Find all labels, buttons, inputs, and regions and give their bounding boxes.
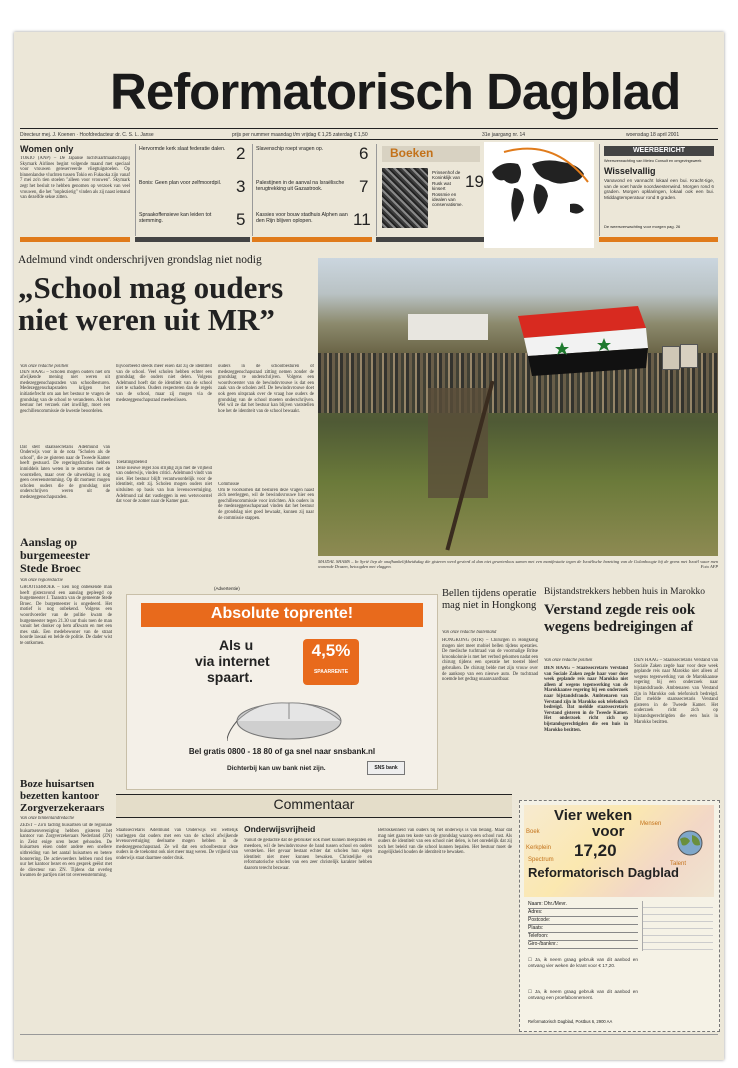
sns-advertisement[interactable] — [126, 594, 438, 790]
photo-building — [408, 314, 488, 340]
masthead-meta-left: Directeur mej. J. Koenen · Hoofdredacteur dr. C. S. L. Janse — [20, 132, 154, 138]
article-hongkong-title[interactable]: Bellen tijdens operatie mag niet in Hongkong — [442, 588, 537, 611]
main-article-lead: DEN HAAG – Scholen mogen ouders niet om afwijkende mening niet weren uit medezeggenschapsraden van schoolbesturen. Medezeggenschapsraden krijgen het initiatiefrecht om aan het bestuur te vragen de grondslag van de school te veranderen. Als het bestuur het verzoek niet inwilligt, moet een geschillencommissie de kwestie beoordelen. — [20, 369, 110, 414]
article-huisartsen-text: ZEIST – Zo'n tachtig huisartsen uit de regionale huisartsenvereniging hebben gisteren het kantoor van Zorgverzekeraars Nederland (ZN) in Zeist enige uren bezet gehouden. De huisartsen eisen onder andere een snellere uitbreiding van het aantal huisartsen en betere honorering. De actievoerders hebben rond tien uur het kantoor bezet en een gesprek geëist met de directeur van ZN. Tijdens dat overleg kwamen de partijen niet tot overeenstemming. — [20, 823, 112, 879]
boeken-page: 19 — [465, 172, 484, 191]
main-article-headline[interactable]: „School mag ouders niet weren uit MR” — [18, 270, 284, 337]
ad-headline: Absolute toprente! — [210, 605, 354, 622]
photo-credit: Foto AFP — [700, 564, 718, 570]
article-morocco-headline[interactable]: Verstand zegde reis ook wegens bedreigingen af — [544, 602, 696, 635]
teaser-bar — [20, 237, 130, 242]
coupon-option-1[interactable] — [528, 957, 638, 985]
coupon-field-address[interactable]: Adres: — [528, 909, 638, 917]
main-photo[interactable] — [318, 258, 718, 556]
masthead-rule-bottom — [20, 139, 718, 140]
article-huisartsen-byline: Van onze binnenlandredactie — [20, 816, 75, 821]
teaser-page-2: 3 — [236, 177, 246, 196]
coupon-address-block — [642, 901, 713, 951]
checkbox-icon[interactable]: ☐ — [528, 989, 535, 994]
coupon-option-2[interactable] — [528, 989, 638, 1017]
coupon-promo-2: voor — [592, 823, 625, 840]
teaser-bar — [599, 237, 718, 242]
coupon-brand: Reformatorisch Dagblad — [528, 865, 679, 880]
teaser-column-2 — [252, 144, 373, 236]
weather-more[interactable]: De weersverwachting voor morgen pag. 26 — [604, 224, 681, 229]
globe-icon — [672, 829, 708, 857]
syrian-flag-icon — [518, 306, 648, 376]
weather-label: WEERBERICHT — [604, 146, 714, 156]
computer-mouse-icon — [227, 693, 347, 743]
coupon-field-phone[interactable]: Telefoon: — [528, 933, 638, 941]
coupon-word-2: Kerkplein — [526, 845, 552, 851]
subscription-coupon[interactable] — [519, 800, 720, 1032]
ad-rate-label: SPAARRENTE — [313, 669, 349, 675]
article-morocco-text-continued — [634, 658, 718, 788]
boeken-teaser[interactable] — [376, 144, 485, 236]
checkbox-icon[interactable]: ☐ — [528, 957, 535, 962]
commentaar-col-1: Staatssecretaris Adelmund van Onderwijs wil wettelijk vastleggen dat ouders met een van de school afwijkende levensovertuiging deelname mogen hebben in de medezeggenschapsraad. Ze wil dat een schoolbestuur deze ouders in de toekomst ook niet meer mag weren. De vrijheid van onderwijs staat daarmee onder druk. — [116, 828, 238, 861]
coupon-promo-1: Vier weken — [554, 807, 633, 824]
coupon-footer: Reformatorisch Dagblad, Postbus 6, 2900 AA — [528, 1019, 613, 1024]
commentaar-section: Commentaar — [273, 796, 355, 812]
ad-rate: 4,5% — [311, 641, 351, 660]
teaser-item-6[interactable]: Kassies voor bouw stadhuis Alphen aan den Rijn blijven oplopen. — [256, 212, 348, 224]
boeken-photo — [382, 168, 428, 228]
teaser-page-5: 7 — [359, 177, 369, 196]
teaser-item-3[interactable]: Spraakoffensieve kan leiden tot stemming. — [139, 212, 212, 224]
teaser-item-2[interactable]: Bonis: Geen plan voor zelfmoordpil. — [139, 180, 222, 186]
sns-logo: SNS bank — [367, 761, 405, 775]
masthead-issue: 31e jaargang nr. 14 — [482, 132, 526, 138]
main-article-text-2b: Deze nieuwe regel zou strijdig zijn met de vrijheid van onderwijs, vinden critici. Adelmund vindt van niet. Het bestuur blijft verantwoordelijk voor de identiteit, stelt zij. Scholen mogen ouders niet uitsluiten op basis van hun levensovertuiging. Adelmund zal dat vastleggen in een wetsvoorstel dat voor de zomer naar de Kamer gaat. — [116, 465, 212, 505]
article-morocco-text: DEN HAAG – Staatssecretaris Verstand van Sociale Zaken zegde haar voor deze week geplande reis naar Marokko niet alleen af wegens tegenwerking van de Marokkaanse regering bij een onderzoek naar bijstandsfraude. Ambtenaren van Verstand zijn in Marokko ook telefonisch bedreigd. Dat meldde staatssecretaris Verstand gisteren in de Tweede Kamer. Het onderzoek richt zich op bijstandsgerechtigden die een huis in Marokko bezitten. — [544, 666, 628, 733]
masthead-date: woensdag 18 april 2001 — [626, 132, 680, 138]
coupon-field-city[interactable]: Plaats: — [528, 925, 638, 933]
teaser-page-6: 11 — [353, 210, 371, 229]
article-hongkong-text: HONGKONG (RTR) – Chirurgen in Hongkong mogen niet meer mobiel bellen tijdens operaties. De medische tuchtraad van de voormalige Britse kroonkolonie is met het verbod gekomen nadat een chirurg tijdens een operatie het toestel bleef gebruiken. De chirurg belde met zijn vrouw over de aankoop van een nieuwe auto. De tuchtraad noemde het gedrag onaanvaardbaar. — [442, 638, 538, 683]
article-aanslag-text: GROOTEBROEK – Een nog onbekende man heeft gisteravond een aanslag gepleegd op burgemeester J. Taanstra van de gemeente Stede Broec. De burgemeester is ongedeerd. Het motief is nog onbekend. Volgens een woordvoerder van de politie kwam de burgemeester tegen 21.30 uur thuis toen de man vanuit het donker op hem afkwam en met een mes stak. Een medebewoner van de straat hoorde lawaai en belde de politie. De dader wist te ontkomen. — [20, 585, 112, 646]
coupon-field-name[interactable]: Naam: Dhr./Mevr. — [528, 901, 638, 909]
article-hongkong-byline: Van onze redactie buitenland — [442, 630, 497, 635]
women-only-title: Women only — [20, 144, 74, 154]
coupon-option-2-text: Ja, ik neem graag gebruik van dit aanbod en ontvang een proefabonnement. — [528, 989, 638, 1000]
coupon-word-3: Spectrum — [528, 857, 554, 863]
teaser-bar — [376, 237, 484, 242]
commentaar-title[interactable]: Onderwijsvrijheid — [244, 824, 316, 834]
photo-portrait-sign — [662, 346, 680, 370]
photo-caption — [318, 559, 718, 575]
coupon-option-1-text: Ja, ik neem graag gebruik van dit aanbod en ontvang vier weken de krant voor € 17,20. — [528, 957, 638, 968]
teaser-bar — [252, 237, 372, 242]
masthead-rule — [20, 128, 718, 129]
coupon-word-1: Boek — [526, 829, 540, 835]
coupon-field-bank[interactable]: Giro-/banknr.: — [528, 941, 638, 949]
photo-caption-text: MAJDAL SHAMS – In Syrië liep de onafhankelijkheidsdag die gisteren werd gevierd al dan niet gewetenloos samen met een manifestatie tegen de Israëlische bezetting van de Golanhoogte bij de grens met Israël waar men wonende Druzen, betoogden met vlaggen. — [318, 559, 718, 570]
masthead-price: prijs per nummer maandag t/m vrijdag € 1,25 zaterdag € 1,50 — [232, 132, 368, 138]
coupon-word-4: Mensen — [640, 821, 662, 827]
teaser-page-1: 2 — [236, 144, 246, 163]
coupon-field-postcode[interactable]: Postcode: — [528, 917, 638, 925]
article-aanslag-byline: Van onze regioredactie — [20, 578, 63, 583]
coupon-word-5: Talent — [670, 861, 687, 867]
weather-text: Vanavond en vannacht lokaal een bui. Kracht-tige, van de voet harde noordwestenwind. Morgen rond 6 graden. Morgen opklaringen, lokaal ook een bui. Middagtemperatuur rond 8 graden. — [604, 178, 714, 200]
teaser-item-5[interactable]: Palestijnen in de aanval na Israëlische terugtrekking uit Gazastrook. — [256, 180, 345, 192]
teaser-page-4: 6 — [359, 144, 369, 163]
weather-title: Wisselvallig — [604, 166, 656, 176]
main-article-col-2 — [116, 364, 212, 596]
main-article-col-1 — [20, 364, 110, 534]
ad-tagline: Dichterbij kan uw bank niet zijn. — [227, 765, 326, 772]
weather-sub: Weersverwachting van Meteo Consult en omgevingsweek — [604, 159, 702, 163]
masthead-title: Reformatorisch Dagblad — [110, 63, 681, 120]
women-only-text: TOKIO (ANP) – De Japanse luchtvaartmaatschappij Skymark Airlines begint volgende maand met speciaal voor vrouwen gereserveerde vliegtuigstoelen. Op binnenlandse vluchten tussen Tokio en Fukuoka zijn vanaf 7 mei zo'n tien stoelen "alleen voor vrouwen". Skymark zegt het besluit te hebben genomen op verzoek van veel vrouwen, die het "onplezierig" vinden als zij naast iemand van dezelfde sekse zitten. — [20, 156, 130, 201]
teaser-bar — [135, 237, 250, 242]
weather-map — [484, 142, 594, 248]
coupon-price: 17,20 — [574, 841, 617, 860]
main-article-col-3 — [218, 364, 314, 596]
main-article-byline: Van onze redactie politiek — [20, 364, 69, 369]
main-article-subhead-2: Commissie — [218, 482, 240, 487]
weather-teaser[interactable] — [599, 144, 719, 236]
boeken-title: Boeken — [382, 146, 480, 162]
commentaar-col-2: Vanuit de gedachte dat de gebruiker ook moet kunnen meepraten en meedoen, wil de bewindsvrouwe de band tussen school en ouders versterken. Het gevaar bestaat echter dat scholen hun eigen identiteit niet meer kunnen bewaken. Christelijke en reformatorische scholen van een zeer christelijk karakter hebben daarom terecht bezwaar. — [244, 838, 372, 871]
article-morocco-byline: Van onze redactie politiek — [544, 658, 593, 663]
article-huisartsen-title[interactable]: Boze huisartsen bezetten kantoor Zorgverzekeraars — [20, 778, 105, 814]
teaser-item-1[interactable]: Hervormde kerk slaat federatie dalen. — [139, 146, 226, 152]
main-article-text-1: Dat stelt staatssecretaris Adelmund van Onderwijs voor in de nota "Scholen als de school", die ze gisteren naar de Tweede Kamer heeft gestuurd. De regeringsfracties hebben inmiddels laten weten in te stemmen met de voorstellen, maar over de uitwerking is nog geen overeenstemming. Op dit moment mogen scholen ouders die de grondslag niet onderschrijven weren uit de medezeggenschapsraden. — [20, 444, 110, 500]
coupon-form — [528, 901, 638, 949]
main-article-text-3b: Om te voorkomen dat besturen deze vragen naast zich neerleggen, wil de bewindsvrouwe hier een geschillencommissie voor inrichten. Als ouders in de medezeggenschapsraad vinden dat het bestuur de grondslag niet goed bewaakt, kunnen zij naar de commissie stappen. — [218, 487, 314, 521]
ad-sub-2: via internet — [195, 653, 270, 669]
main-article-text-2: bijvoorbeeld steeds meer eisen dat zij de identiteit van de school. Veel scholen hebben echter een grondslag die ouders niet delen. Volgens Adelmund hoeft dat de identiteit van de school niet te schaden. Ouders respecteren dan de regels van de school, maar zij mogen via de medezeggenschapsraad meebeslissen. — [116, 364, 212, 403]
commentaar-col-3: Betrokkenheid van ouders bij het onderwijs is van belang. Maar dat mag niet gaan ten koste van de grondslag waarop een school rust. Als ouders de identiteit van een school niet delen, is het onredelijk dat zij toch het beleid van die school kunnen bepalen. Het bestuur moet de mogelijkheid houden de identiteit te bewaken. — [378, 828, 512, 856]
women-only-teaser[interactable] — [20, 144, 130, 234]
ad-phone: Bel gratis 0800 - 18 80 of ga snel naar snsbank.nl — [188, 747, 376, 756]
teaser-column-1 — [135, 144, 251, 236]
article-morocco-text-copy: DEN HAAG – Staatssecretaris Verstand van Sociale Zaken zegde haar voor deze week geplande reis naar Marokko niet alleen af wegens tegenwerking van de Marokkaanse regering bij een onderzoek naar bijstandsfraude. Ambtenaren van Verstand zijn in Marokko ook telefonisch bedreigd. Dat meldde staatssecretaris Verstand gisteren in de Tweede Kamer. Het onderzoek richt zich op bijstandsgerechtigden die een huis in Marokko bezitten. — [634, 658, 718, 725]
world-map-icon — [484, 142, 594, 248]
boeken-text: Prinsenhof de Koninklijk van Rusk wat kinsert Rossmie en idealen van conservatisme. — [432, 170, 463, 208]
main-article-subhead-1: Toelatingsbeleid — [116, 460, 147, 465]
article-morocco-kicker: Bijstandstrekkers hebben huis in Marokko — [544, 587, 705, 597]
ad-sub-1: Als u — [219, 637, 254, 653]
photo-figure — [428, 388, 488, 498]
main-article-kicker: Adelmund vindt onderschrijven grondslag niet nodig — [18, 254, 262, 266]
newspaper-page — [14, 32, 724, 1060]
teaser-page-3: 5 — [236, 210, 246, 229]
photo-portrait-sign — [680, 344, 698, 368]
teaser-item-4[interactable]: Slavenschip roept vragen op. — [256, 146, 324, 152]
page-footer-rule — [20, 1034, 718, 1035]
article-aanslag-title[interactable]: Aanslag op burgemeester Stede Broec — [20, 535, 90, 575]
ad-sub-3: spaart. — [207, 669, 253, 685]
main-article-text-3: ouders in de schoolbesturen of medezeggenschapsraad zitting nemen zonder de grondslag te onderschrijven. Volgens een woordvoerster van de bewindsvrouwe is dat een zaak van de scholen zelf. De bewindsvrouwe doet ook geen uitspraak over de vraag hoe ouders de grondslag van de school moeten onderschrijven. Wel wil ze dat het bestuur kan blijven vaststellen hoe het de identiteit van de school bewaakt. — [218, 364, 314, 414]
ad-label: (Advertentie) — [214, 586, 240, 591]
